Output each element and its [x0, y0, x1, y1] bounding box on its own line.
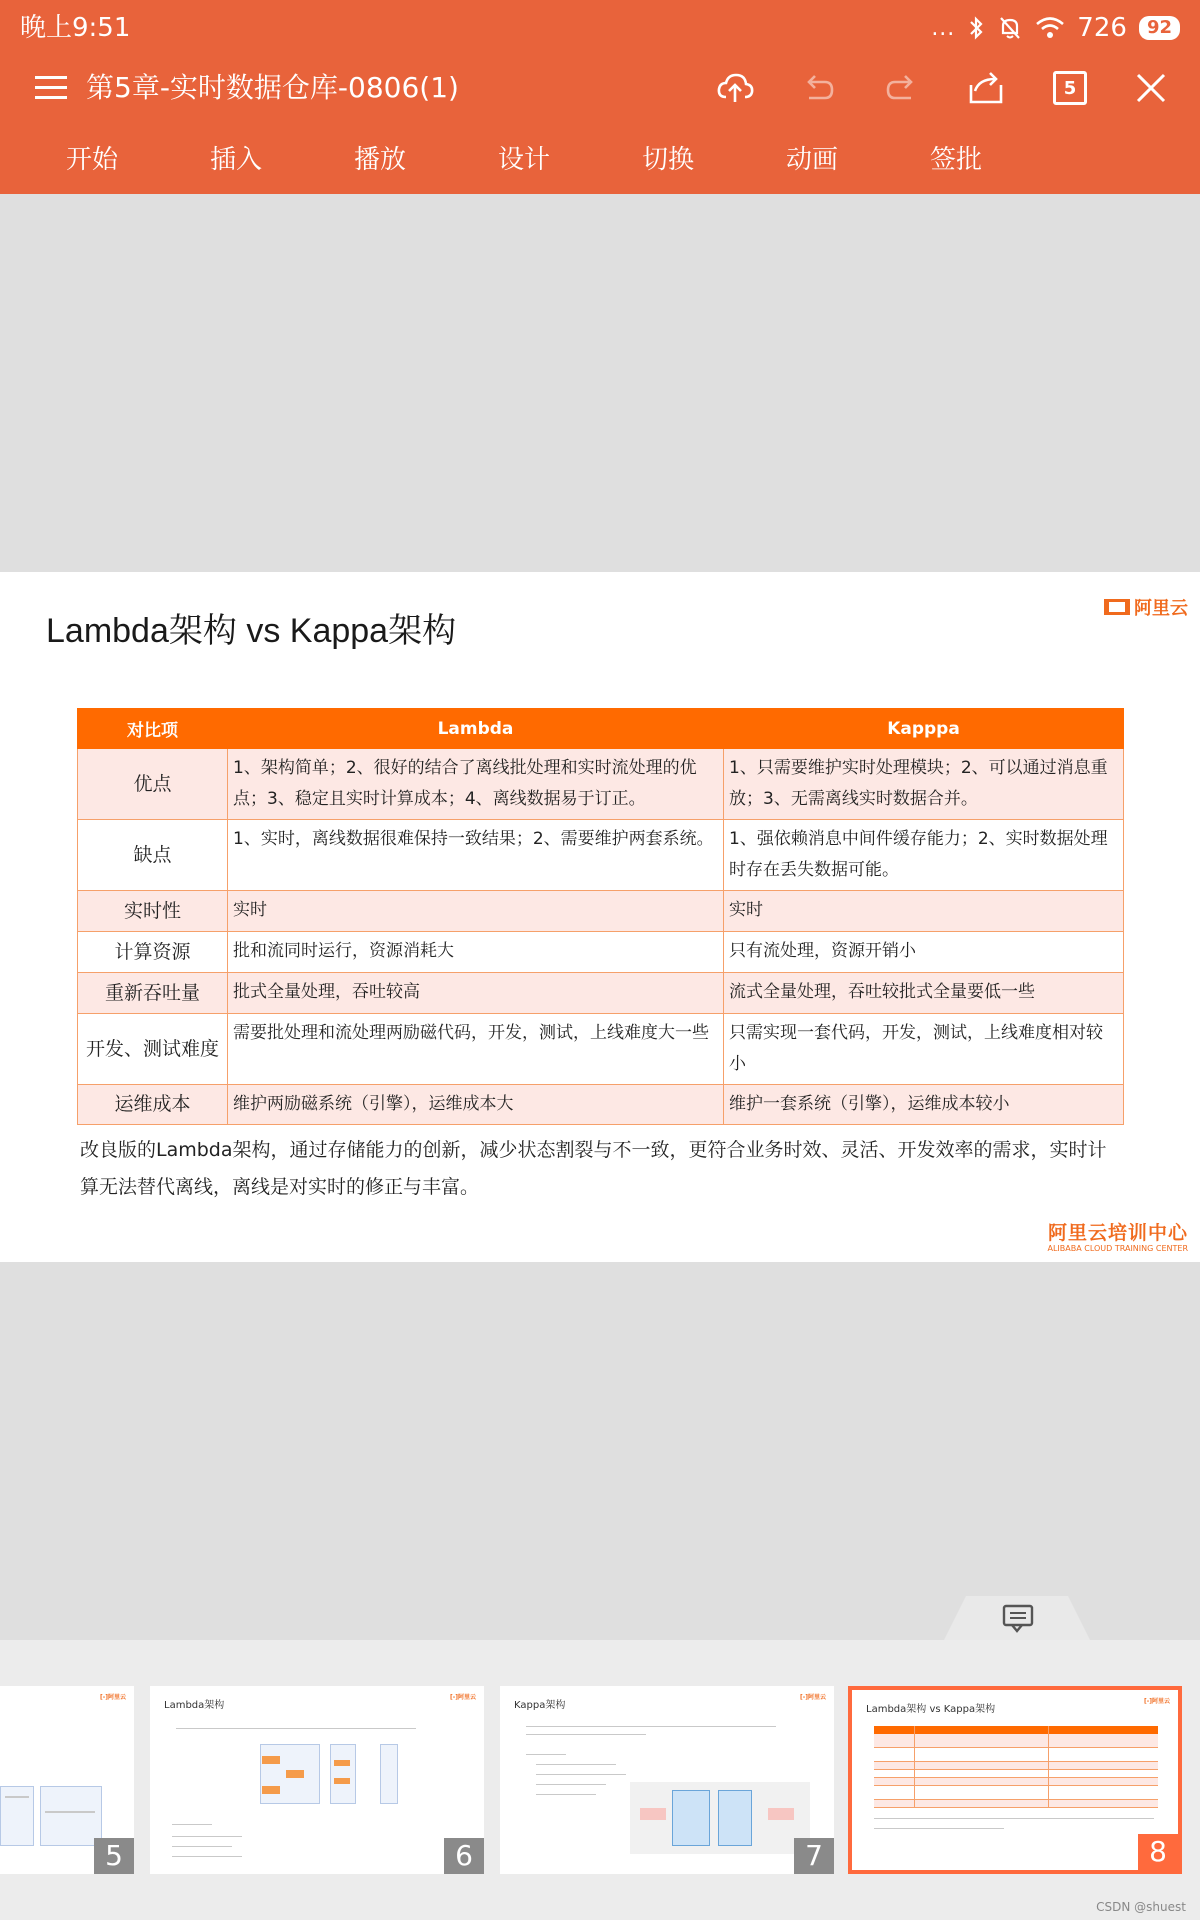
table-header: Lambda [228, 709, 724, 749]
table-cell-kappa: 1、只需要维护实时处理模块；2、可以通过消息重放；3、无需离线实时数据合并。 [724, 749, 1124, 820]
table-cell-kappa: 维护一套系统（引擎），运维成本较小 [724, 1085, 1124, 1125]
thumbnail-logo-icon: [-]阿里云 [100, 1694, 126, 1701]
aliyun-logo [1104, 594, 1188, 620]
table-cell-lambda: 1、实时，离线数据很难保持一致结果；2、需要维护两套系统。 [228, 820, 724, 891]
status-time: 晚上9:51 [20, 13, 131, 43]
thumbnail-number: 5 [94, 1838, 134, 1874]
table-cell-item: 优点 [78, 749, 228, 820]
document-title[interactable]: 第5章-实时数据仓库-0806(1) [86, 71, 459, 104]
thumbnail-title: Lambda架构 [164, 1700, 225, 1711]
page-count-icon[interactable] [1044, 58, 1096, 118]
slide-thumbnail-strip[interactable] [0, 1640, 1200, 1920]
table-cell-lambda: 1、架构简单；2、很好的结合了离线批处理和实时流处理的优点；3、稳定且实时计算成本；4、离线数据易于订正。 [228, 749, 724, 820]
comparison-table [77, 708, 1124, 1125]
comment-tab[interactable] [944, 1596, 1090, 1640]
more-dots-icon: ... [931, 15, 956, 41]
thumbnail-logo-icon: [-]阿里云 [450, 1694, 476, 1701]
tab-annotate[interactable]: 签批 [929, 145, 982, 175]
tab-start[interactable]: 开始 [65, 145, 118, 175]
thumbnail-number: 8 [1138, 1834, 1178, 1870]
table-cell-lambda: 批式全量处理，吞吐较高 [228, 973, 724, 1014]
tab-animation[interactable]: 动画 [785, 145, 838, 175]
table-header: 对比项 [78, 709, 228, 749]
table-header: Kapppa [724, 709, 1124, 749]
app-header [0, 0, 1200, 194]
table-cell-item: 计算资源 [78, 932, 228, 973]
table-row [78, 932, 1124, 973]
table-cell-lambda: 批和流同时运行，资源消耗大 [228, 932, 724, 973]
training-center-logo [1047, 1222, 1188, 1254]
table-cell-lambda: 实时 [228, 891, 724, 932]
signal-value: 726 [1077, 13, 1127, 43]
thumbnail-number: 6 [444, 1838, 484, 1874]
table-row [78, 1014, 1124, 1085]
aliyun-bracket-icon [1104, 599, 1130, 615]
table-cell-kappa: 只需实现一套代码，开发，测试，上线难度相对较小 [724, 1014, 1124, 1085]
watermark: CSDN @shuest [1096, 1900, 1186, 1914]
toolbar [0, 58, 1200, 118]
page-count: 5 [1053, 71, 1087, 105]
cloud-upload-icon[interactable] [710, 58, 760, 118]
undo-icon[interactable] [793, 58, 843, 118]
thumbnail-slide-7[interactable] [500, 1686, 834, 1874]
table-cell-kappa: 只有流处理，资源开销小 [724, 932, 1124, 973]
wifi-icon [1035, 16, 1065, 40]
table-cell-item: 缺点 [78, 820, 228, 891]
table-cell-kappa: 1、强依赖消息中间件缓存能力；2、实时数据处理时存在丢失数据可能。 [724, 820, 1124, 891]
tab-transition[interactable]: 切换 [641, 145, 694, 175]
thumbnail-slide-6[interactable] [150, 1686, 484, 1874]
ribbon-tabs [0, 138, 1200, 182]
menu-icon[interactable] [26, 58, 76, 118]
status-icons [931, 8, 1180, 48]
table-row [78, 749, 1124, 820]
close-icon[interactable] [1126, 58, 1176, 118]
table-row [78, 1085, 1124, 1125]
training-center-cn: 阿里云培训中心 [1047, 1222, 1188, 1244]
table-header-row [78, 709, 1124, 749]
table-row [78, 820, 1124, 891]
thumbnail-logo-icon: [-]阿里云 [1144, 1698, 1170, 1705]
tab-insert[interactable]: 插入 [209, 145, 262, 175]
table-cell-kappa: 流式全量处理，吞吐较批式全量要低一些 [724, 973, 1124, 1014]
table-cell-item: 重新吞吐量 [78, 973, 228, 1014]
thumbnail-slide-5[interactable] [0, 1686, 134, 1874]
thumbnail-logo-icon: [-]阿里云 [800, 1694, 826, 1701]
redo-icon[interactable] [877, 58, 927, 118]
table-cell-kappa: 实时 [724, 891, 1124, 932]
slide-title: Lambda架构 vs Kappa架构 [46, 612, 457, 650]
share-icon[interactable] [960, 58, 1012, 118]
thumbnail-slide-8[interactable] [848, 1686, 1182, 1874]
bluetooth-icon [967, 15, 985, 41]
aliyun-logo-text: 阿里云 [1134, 598, 1188, 619]
table-cell-item: 运维成本 [78, 1085, 228, 1125]
table-cell-item: 实时性 [78, 891, 228, 932]
tab-play[interactable]: 播放 [353, 145, 406, 175]
table-cell-lambda: 需要批处理和流处理两励磁代码，开发，测试，上线难度大一些 [228, 1014, 724, 1085]
thumbnail-title: Kappa架构 [514, 1700, 566, 1711]
thumbnail-number: 7 [794, 1838, 834, 1874]
table-cell-item: 开发、测试难度 [78, 1014, 228, 1085]
table-cell-lambda: 维护两励磁系统（引擎），运维成本大 [228, 1085, 724, 1125]
battery-badge: 92 [1139, 16, 1180, 40]
table-row [78, 973, 1124, 1014]
training-center-en: ALIBABA CLOUD TRAINING CENTER [1047, 1244, 1188, 1253]
mute-bell-icon [997, 15, 1023, 41]
slide-canvas[interactable] [0, 572, 1200, 1262]
table-row [78, 891, 1124, 932]
slide-note: 改良版的Lambda架构，通过存储能力的创新，减少状态割裂与不一致，更符合业务时效、灵活、开发效率的需求，实时计算无法替代离线，离线是对实时的修正与丰富。 [80, 1139, 1107, 1198]
thumbnail-title: Lambda架构 vs Kappa架构 [866, 1704, 996, 1715]
tab-design[interactable]: 设计 [497, 145, 550, 175]
